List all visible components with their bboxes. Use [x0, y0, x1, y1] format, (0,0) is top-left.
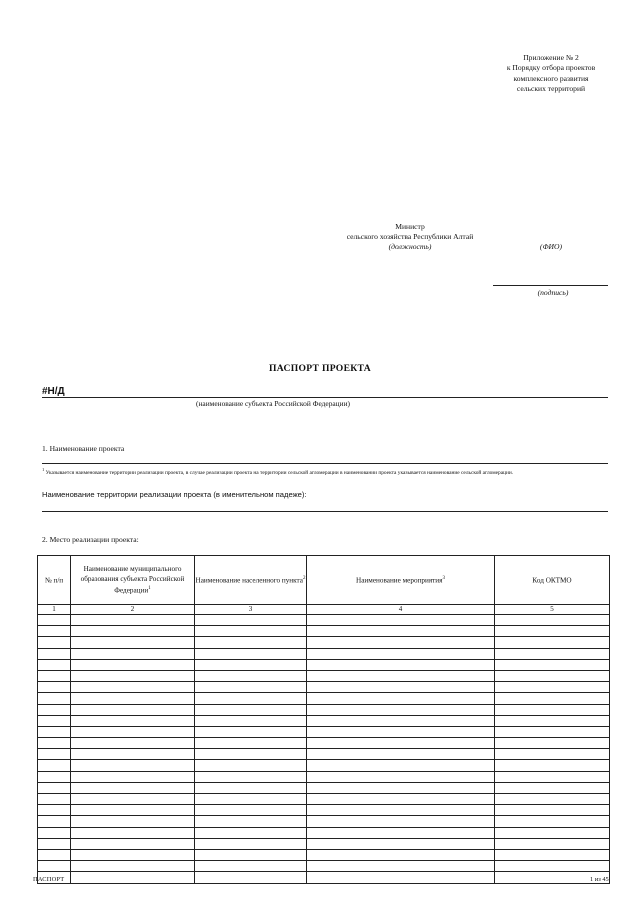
col-header-municipality: Наименование муниципального образования субъекта Российской Федерации$^1$: [71, 556, 195, 605]
table-cell: [495, 805, 610, 816]
table-cell: [307, 816, 495, 827]
approval-block: [310, 222, 510, 253]
table-body: [38, 615, 610, 884]
col-number: 1: [38, 605, 71, 615]
table-cell: [38, 670, 71, 681]
table-cell: [71, 693, 195, 704]
table-row: [38, 637, 610, 648]
project-name-line: [42, 463, 608, 464]
table-cell: [195, 760, 307, 771]
table-cell: [38, 805, 71, 816]
approver-title: Министр: [395, 222, 425, 231]
table-cell: [71, 682, 195, 693]
table-row: [38, 816, 610, 827]
table-cell: [38, 726, 71, 737]
table-cell: [38, 782, 71, 793]
col-header-settlement: Наименование населенного пункта$^2$: [195, 556, 307, 605]
table-cell: [495, 615, 610, 626]
footnote-mark: 1: [42, 467, 45, 472]
col-header-number: № п/п: [38, 556, 71, 605]
table-cell: [195, 794, 307, 805]
table-cell: [71, 771, 195, 782]
table-cell: [195, 615, 307, 626]
table-cell: [38, 794, 71, 805]
signature-label: (подпись): [537, 288, 569, 297]
appendix-line-1: Приложение № 2: [523, 53, 579, 62]
table-row: [38, 782, 610, 793]
table-cell: [195, 816, 307, 827]
table-cell: [495, 827, 610, 838]
table-row: [38, 659, 610, 670]
table-cell: [495, 682, 610, 693]
table-cell: [307, 715, 495, 726]
table-row: [38, 861, 610, 872]
table-cell: [195, 648, 307, 659]
table-cell: [71, 760, 195, 771]
table-cell: [495, 626, 610, 637]
table-cell: [195, 782, 307, 793]
subject-label: (наименование субъекта Российской Федерации): [196, 399, 351, 408]
table-cell: [38, 738, 71, 749]
table-cell: [195, 637, 307, 648]
table-cell: [307, 637, 495, 648]
table-cell: [307, 615, 495, 626]
table-cell: [307, 861, 495, 872]
table-cell: [71, 704, 195, 715]
table-row: [38, 872, 610, 883]
table-cell: [495, 648, 610, 659]
table-cell: [71, 816, 195, 827]
appendix-line-2: к Порядку отбора проектов: [506, 63, 596, 73]
table-cell: [71, 615, 195, 626]
col-number: 4: [307, 605, 495, 615]
table-cell: [307, 838, 495, 849]
table-cell: [38, 693, 71, 704]
table-cell: [71, 849, 195, 860]
table-cell: [38, 771, 71, 782]
appendix-line-3: комплексного развития: [513, 73, 589, 83]
table-cell: [495, 704, 610, 715]
table-cell: [195, 726, 307, 737]
table-cell: [307, 805, 495, 816]
footnote-text: Указывается наименование территории реализации проекта, в случае реализации проекта на территории сельской агломерации в наименовании проекта указывается наименование сельской агломерации.: [45, 469, 514, 476]
table-cell: [495, 771, 610, 782]
table-cell: [307, 726, 495, 737]
table-cell: [495, 726, 610, 737]
territory-line: [42, 511, 608, 512]
table-cell: [38, 648, 71, 659]
col-header-oktmo: Код ОКТМО: [495, 556, 610, 605]
table-cell: [38, 849, 71, 860]
table-cell: [71, 805, 195, 816]
table-cell: [38, 626, 71, 637]
table-row: [38, 794, 610, 805]
table-cell: [307, 849, 495, 860]
table-cell: [195, 805, 307, 816]
table-cell: [195, 849, 307, 860]
table-cell: [307, 771, 495, 782]
table-cell: [71, 794, 195, 805]
table-row: [38, 771, 610, 782]
table-row: [38, 693, 610, 704]
signature-line: [493, 285, 608, 286]
table-cell: [307, 626, 495, 637]
table-cell: [307, 749, 495, 760]
table-cell: [71, 861, 195, 872]
table-cell: [71, 626, 195, 637]
table-cell: [307, 648, 495, 659]
table-cell: [195, 838, 307, 849]
table-cell: [195, 693, 307, 704]
table-cell: [71, 827, 195, 838]
table-cell: [71, 782, 195, 793]
table-cell: [71, 637, 195, 648]
table-cell: [195, 659, 307, 670]
table-cell: [307, 782, 495, 793]
table-cell: [38, 715, 71, 726]
table-row: [38, 760, 610, 771]
table-cell: [307, 872, 495, 883]
table-cell: [195, 872, 307, 883]
table-cell: [195, 626, 307, 637]
table-cell: [495, 861, 610, 872]
table-cell: [307, 760, 495, 771]
table-cell: [71, 726, 195, 737]
section-1-heading: 1. Наименование проекта: [42, 444, 125, 453]
footnote: [42, 466, 608, 477]
table-cell: [38, 827, 71, 838]
table-cell: [71, 838, 195, 849]
table-cell: [495, 782, 610, 793]
table-cell: [71, 872, 195, 883]
table-cell: [38, 760, 71, 771]
table-cell: [307, 704, 495, 715]
position-label: (должность): [388, 242, 432, 252]
table-cell: [307, 794, 495, 805]
table-row: [38, 749, 610, 760]
table-cell: [495, 738, 610, 749]
location-table: [37, 555, 610, 884]
table-cell: [495, 749, 610, 760]
table-cell: [195, 861, 307, 872]
table-row: [38, 682, 610, 693]
table-cell: [38, 861, 71, 872]
table-cell: [307, 670, 495, 681]
table-cell: [495, 794, 610, 805]
territory-label: Наименование территории реализации проекта (в именительном падеже):: [42, 490, 307, 499]
table-row: [38, 670, 610, 681]
table-row: [38, 838, 610, 849]
table-cell: [38, 838, 71, 849]
table-cell: [71, 648, 195, 659]
table-row: [38, 738, 610, 749]
table-cell: [38, 682, 71, 693]
table-cell: [195, 738, 307, 749]
table-cell: [307, 738, 495, 749]
table-cell: [495, 816, 610, 827]
table-cell: [195, 771, 307, 782]
table-cell: [71, 659, 195, 670]
table-cell: [38, 659, 71, 670]
table-cell: [307, 659, 495, 670]
document-title: ПАСПОРТ ПРОЕКТА: [269, 363, 371, 374]
table-row: [38, 615, 610, 626]
footer-label: ПАСПОРТ: [33, 876, 65, 883]
table-cell: [307, 693, 495, 704]
table-row: [38, 715, 610, 726]
table-cell: [195, 715, 307, 726]
table-cell: [71, 738, 195, 749]
table-cell: [71, 670, 195, 681]
appendix-line-4: сельских территорий: [516, 84, 586, 94]
appendix-block: [470, 53, 632, 95]
table-row: [38, 827, 610, 838]
table-cell: [195, 827, 307, 838]
table-cell: [495, 637, 610, 648]
table-row: [38, 648, 610, 659]
table-cell: [71, 715, 195, 726]
table-cell: [71, 749, 195, 760]
col-number: 3: [195, 605, 307, 615]
subject-value: #Н/Д: [42, 386, 65, 397]
subject-underline: [42, 397, 608, 398]
page-number: 1 из 45: [590, 876, 609, 883]
table-cell: [195, 670, 307, 681]
table-cell: [495, 715, 610, 726]
table-row: [38, 726, 610, 737]
col-header-measure: Наименование мероприятия$^3$: [307, 556, 495, 605]
table-cell: [38, 615, 71, 626]
table-row: [38, 805, 610, 816]
table-cell: [495, 670, 610, 681]
table-cell: [495, 838, 610, 849]
col-number: 5: [495, 605, 610, 615]
table-cell: [495, 693, 610, 704]
table-cell: [38, 637, 71, 648]
fio-label: (ФИО): [539, 242, 563, 251]
table-row: [38, 704, 610, 715]
table-cell: [307, 682, 495, 693]
table-cell: [195, 749, 307, 760]
table-cell: [38, 704, 71, 715]
table-cell: [38, 749, 71, 760]
approver-org: сельского хозяйства Республики Алтай: [346, 232, 474, 242]
table-row: [38, 849, 610, 860]
table-cell: [195, 704, 307, 715]
table-cell: [495, 760, 610, 771]
col-number: 2: [71, 605, 195, 615]
table-cell: [495, 659, 610, 670]
table-row: [38, 626, 610, 637]
table-cell: [495, 849, 610, 860]
section-2-heading: 2. Место реализации проекта:: [42, 535, 139, 544]
table-cell: [307, 827, 495, 838]
table-cell: [38, 816, 71, 827]
table-cell: [195, 682, 307, 693]
